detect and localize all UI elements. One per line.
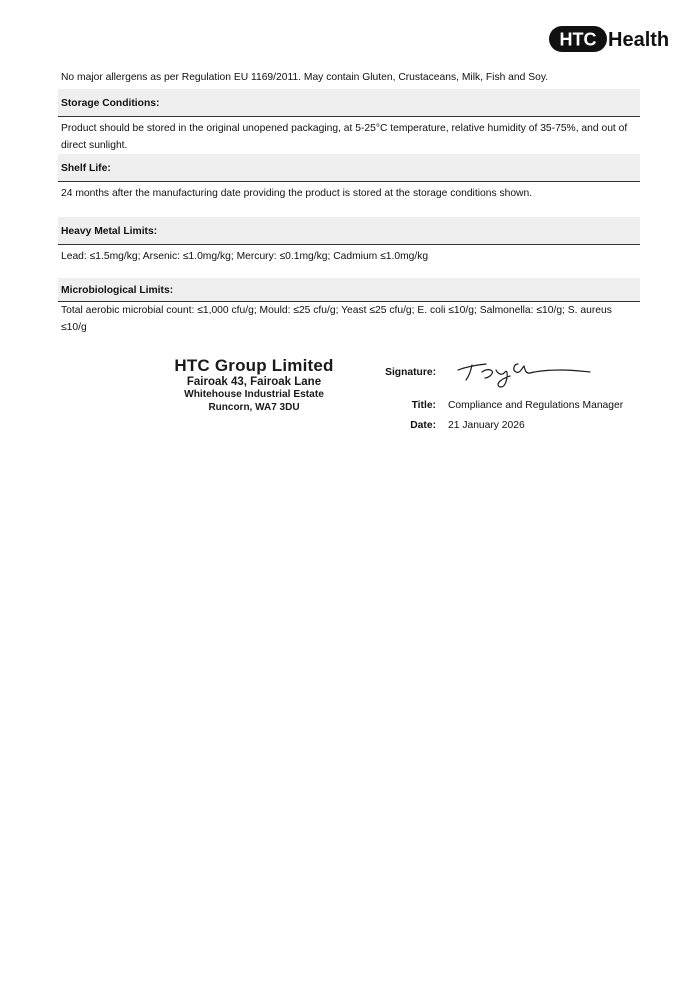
- document-body: [58, 68, 640, 336]
- stamp-company-name: HTC Group Limited: [174, 356, 334, 375]
- storage-heading: Storage Conditions:: [58, 89, 640, 117]
- heavy-metal-heading: Heavy Metal Limits:: [58, 217, 640, 245]
- stamp-address-line-1: Fairoak 43, Fairoak Lane: [186, 376, 322, 388]
- signature-label: Signature:: [385, 367, 436, 378]
- microbiological-text: Total aerobic microbial count: ≤1,000 cfu/g; Mould: ≤25 cfu/g; Yeast ≤25 cfu/g; E. coli ≤10/g; Salmonella: ≤10/g; S. aureus ≤10/g: [61, 305, 612, 333]
- allergen-statement: No major allergens as per Regulation EU 1169/2011. May contain Gluten, Crustaceans, Milk, Fish and Soy.: [61, 72, 549, 83]
- logo-badge-text: HTC: [559, 29, 597, 50]
- storage-text: Product should be stored in the original unopened packaging, at 5-25°C temperature, relative humidity of 35-75%, and out of direct sunlight.: [61, 123, 628, 151]
- title-value: Compliance and Regulations Manager: [448, 400, 624, 411]
- htc-health-logo: [548, 24, 682, 54]
- date-value: 21 January 2026: [448, 420, 525, 431]
- title-label: Title:: [411, 400, 436, 411]
- date-label: Date:: [410, 420, 436, 431]
- heavy-metal-text: Lead: ≤1.5mg/kg; Arsenic: ≤1.0mg/kg; Mercury: ≤0.1mg/kg; Cadmium ≤1.0mg/kg: [61, 251, 429, 262]
- stamp-address-line-2: Whitehouse Industrial Estate: [184, 389, 324, 400]
- logo-word-text: Health: [608, 29, 670, 51]
- shelf-life-heading: Shelf Life:: [58, 154, 640, 182]
- shelf-life-text: 24 months after the manufacturing date providing the product is stored at the storage conditions shown.: [61, 188, 533, 199]
- handwritten-signature: [452, 356, 597, 396]
- stamp-address-line-3: Runcorn, WA7 3DU: [208, 401, 300, 413]
- company-stamp: [168, 356, 340, 420]
- microbiological-heading: Microbiological Limits:: [58, 278, 640, 302]
